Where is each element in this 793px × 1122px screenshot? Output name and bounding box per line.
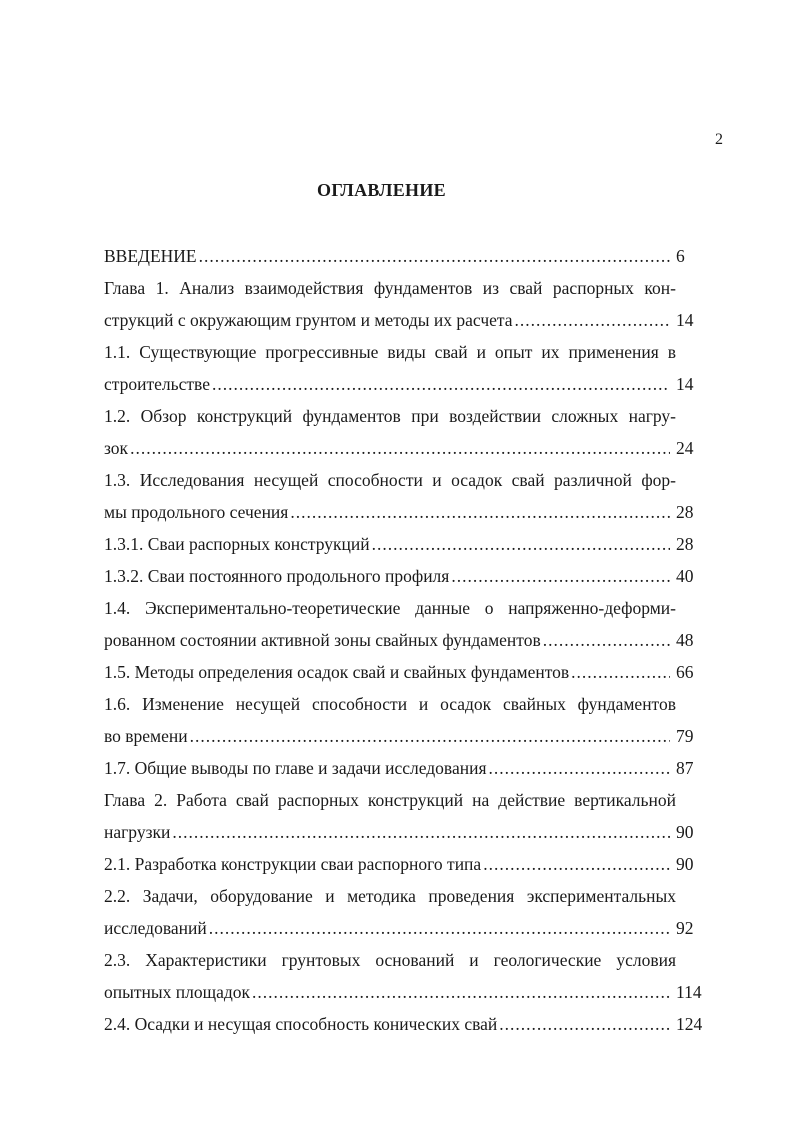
toc-leader-dots [130, 432, 670, 464]
toc-leader-dots [571, 656, 670, 688]
toc-leader-dots [489, 752, 670, 784]
toc-entry-2-3[interactable] [104, 976, 716, 1008]
toc-leader-dots [451, 560, 670, 592]
toc-page-number: 14 [676, 310, 694, 330]
toc-entry-label: 1.3.1. Сваи распорных конструкций [104, 534, 370, 554]
toc-entry-1-2[interactable] [104, 432, 716, 464]
toc-entry-label: 2.1. Разработка конструкции сваи распорного типа [104, 854, 482, 874]
toc-entry-1-1[interactable] [104, 368, 716, 400]
toc-leader-dots [483, 848, 670, 880]
toc-page-number: 114 [676, 982, 702, 1002]
toc-entry-label: струкций с окружающим грунтом и методы их расчета [104, 310, 513, 330]
toc-leader-dots [212, 368, 670, 400]
toc-entry-label: мы продольного сечения [104, 502, 289, 522]
toc-entry-2-2[interactable] [104, 912, 716, 944]
toc-entry-2-4[interactable] [104, 1008, 716, 1040]
toc-leader-dots [372, 528, 670, 560]
toc-page-number: 24 [676, 438, 694, 458]
toc-entry-label: ВВЕДЕНИЕ [104, 246, 197, 266]
toc-leader-dots [515, 304, 670, 336]
toc-entry-label: зок [104, 438, 129, 458]
toc-page-number: 6 [676, 246, 685, 266]
toc-entry-label: 1.3.2. Сваи постоянного продольного профиля [104, 566, 450, 586]
toc-entry-label: опытных площадок [104, 982, 251, 1002]
toc-leader-dots [199, 240, 670, 272]
toc-leader-dots [172, 816, 670, 848]
toc-entry-intro[interactable] [104, 240, 716, 272]
toc-page-number: 28 [676, 502, 694, 522]
toc-entry-1-3-line-1[interactable]: 1.3. Исследования несущей способности и осадок свай различной фор- [104, 470, 676, 490]
toc-entry-label: во времени [104, 726, 188, 746]
toc-entry-1-4-line-1[interactable]: 1.4. Экспериментально-теоретические данные о напряженно-деформи- [104, 598, 676, 618]
toc-page-number: 79 [676, 726, 694, 746]
toc-entry-1-2-line-1[interactable]: 1.2. Обзор конструкций фундаментов при воздействии сложных нагру- [104, 406, 676, 426]
toc-page-number: 87 [676, 758, 694, 778]
toc-entry-chapter-1[interactable] [104, 304, 716, 336]
toc-entry-label: рованном состоянии активной зоны свайных фундаментов [104, 630, 541, 650]
toc-entry-2-2-line-1[interactable]: 2.2. Задачи, оборудование и методика проведения экспериментальных [104, 886, 676, 906]
toc-leader-dots [190, 720, 670, 752]
toc-entry-1-3-2[interactable] [104, 560, 716, 592]
toc-leader-dots [543, 624, 670, 656]
toc-entry-chapter-2[interactable] [104, 816, 716, 848]
toc-leader-dots [290, 496, 670, 528]
toc-page-number: 40 [676, 566, 694, 586]
table-of-contents [104, 240, 716, 1040]
toc-page-number: 14 [676, 374, 694, 394]
toc-entry-label: 2.4. Осадки и несущая способность конических свай [104, 1014, 498, 1034]
toc-entry-1-1-line-1[interactable]: 1.1. Существующие прогрессивные виды свай и опыт их применения в [104, 342, 676, 362]
toc-entry-label: 1.7. Общие выводы по главе и задачи исследования [104, 758, 487, 778]
toc-entry-1-5[interactable] [104, 656, 716, 688]
toc-entry-label: строительстве [104, 374, 210, 394]
toc-entry-label: нагрузки [104, 822, 171, 842]
toc-entry-1-6-line-1[interactable]: 1.6. Изменение несущей способности и осадок свайных фундаментов [104, 694, 676, 714]
page-number: 2 [715, 131, 723, 148]
toc-entry-1-3-1[interactable] [104, 528, 716, 560]
toc-page-number: 90 [676, 854, 694, 874]
toc-leader-dots [252, 976, 670, 1008]
toc-page-number: 92 [676, 918, 694, 938]
toc-page-number: 90 [676, 822, 694, 842]
toc-leader-dots [209, 912, 670, 944]
toc-page-number: 28 [676, 534, 694, 554]
toc-entry-2-3-line-1[interactable]: 2.3. Характеристики грунтовых оснований и геологические условия [104, 950, 676, 970]
toc-page-number: 48 [676, 630, 694, 650]
toc-entry-2-1[interactable] [104, 848, 716, 880]
toc-entry-label: 1.5. Методы определения осадок свай и свайных фундаментов [104, 662, 570, 682]
toc-entry-1-7[interactable] [104, 752, 716, 784]
toc-entry-1-6[interactable] [104, 720, 716, 752]
toc-entry-label: исследований [104, 918, 207, 938]
toc-entry-1-3[interactable] [104, 496, 716, 528]
toc-entry-chapter-2-line-1[interactable]: Глава 2. Работа свай распорных конструкций на действие вертикальной [104, 790, 676, 810]
page-title: ОГЛАВЛЕНИЕ [317, 180, 446, 200]
toc-page-number: 66 [676, 662, 694, 682]
toc-leader-dots [499, 1008, 670, 1040]
toc-entry-1-4[interactable] [104, 624, 716, 656]
toc-entry-chapter-1-line-1[interactable]: Глава 1. Анализ взаимодействия фундаментов из свай распорных кон- [104, 278, 676, 298]
toc-page-number: 124 [676, 1014, 703, 1034]
